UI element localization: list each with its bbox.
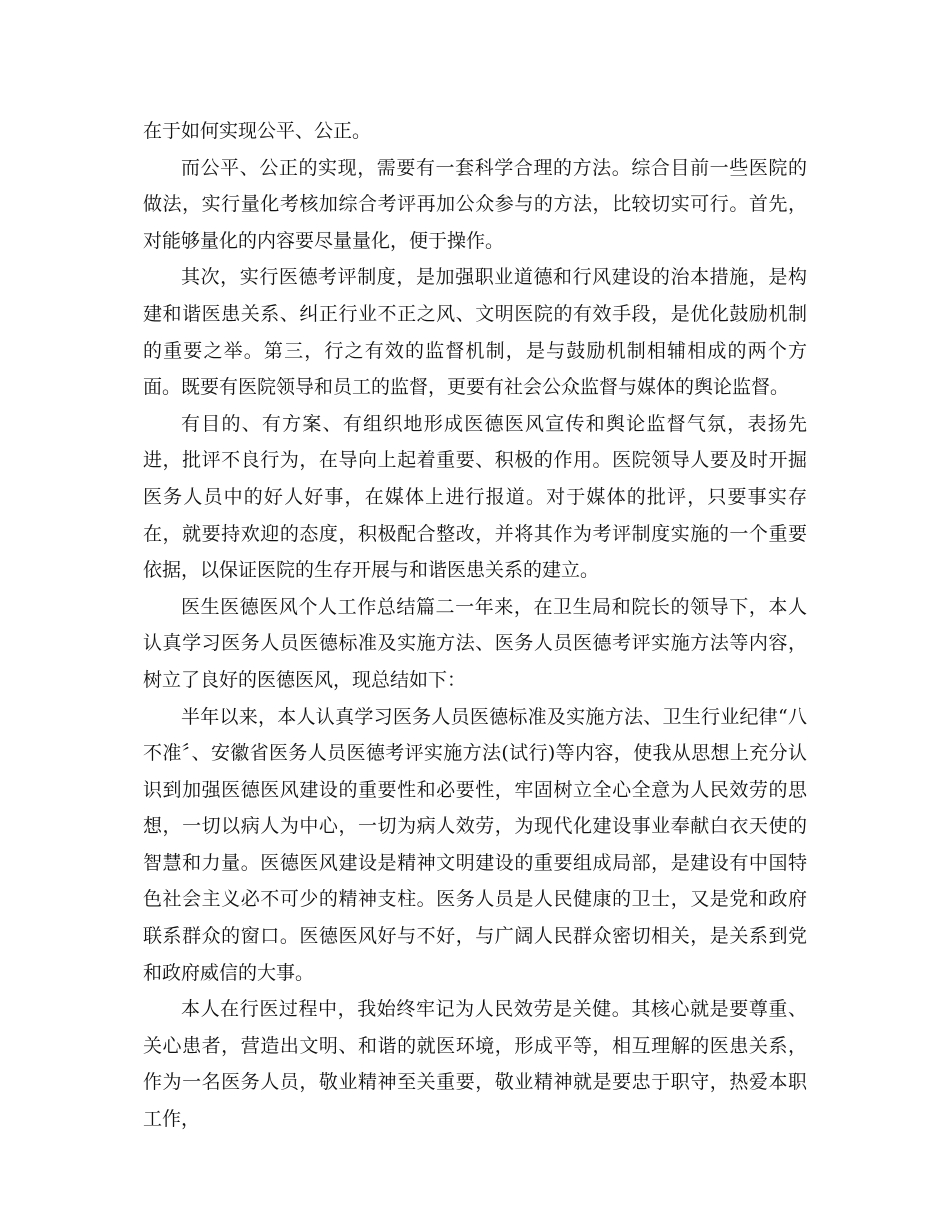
paragraph-continuation: 在于如何实现公平、公正。 — [143, 120, 372, 142]
paragraph: 医生医德医风个人工作总结篇二一年来，在卫生局和院长的领导下，本人认真学习医务人员医德标准及实施方法、医务人员医德考评实施方法等内容，树立了良好的医德医风，现总结如下： — [143, 595, 807, 691]
paragraph: 有目的、有方案、有组织地形成医德医风宣传和舆论监督气氛，表扬先进，批评不良行为，在导向上起着重要、积极的作用。医院领导人要及时开掘医务人员中的好人好事，在媒体上进行报道。对于媒体的批评，只要事实存在，就要持欢迎的态度，积极配合整改，并将其作为考评制度实施的一个重要依据，以保证医院的生存开展与和谐医患关系的建立。 — [143, 412, 807, 582]
paragraph: 而公平、公正的实现，需要有一套科学合理的方法。综合目前一些医院的做法，实行量化考核加综合考评再加公众参与的方法，比较切实可行。首先，对能够量化的内容要尽量量化，便于操作。 — [143, 156, 807, 252]
paragraph: 半年以来，本人认真学习医务人员医德标准及实施方法、卫生行业纪律“八不准〞、安徽省医务人员医德考评实施方法(试行)等内容，使我从思想上充分认识到加强医德医风建设的重要性和必要性，牢固树立全心全意为人民效劳的思想，一切以病人为中心，一切为病人效劳，为现代化建设事业奉献白衣天使的智慧和力量。医德医风建设是精神文明建设的重要组成局部，是建设有中国特色社会主义必不可少的精神支柱。医务人员是人民健康的卫士，又是党和政府联系群众的窗口。医德医风好与不好，与广阔人民群众密切相关，是关系到党和政府威信的大事。 — [143, 705, 807, 984]
paragraph: 本人在行医过程中，我始终牢记为人民效劳是关健。其核心就是要尊重、关心患者，营造出文明、和谐的就医环境，形成平等，相互理解的医患关系，作为一名医务人员，敬业精神至关重要，敬业精神就是要忠于职守，热爱本职工作， — [143, 998, 807, 1131]
body-text — [143, 113, 807, 1138]
paragraph: 其次，实行医德考评制度，是加强职业道德和行风建设的治本措施，是构建和谐医患关系、纠正行业不正之风、文明医院的有效手段，是优化鼓励机制的重要之举。第三，行之有效的监督机制，是与鼓励机制相辅相成的两个方面。既要有医院领导和员工的监督，更要有社会公众监督与媒体的舆论监督。 — [143, 266, 807, 399]
